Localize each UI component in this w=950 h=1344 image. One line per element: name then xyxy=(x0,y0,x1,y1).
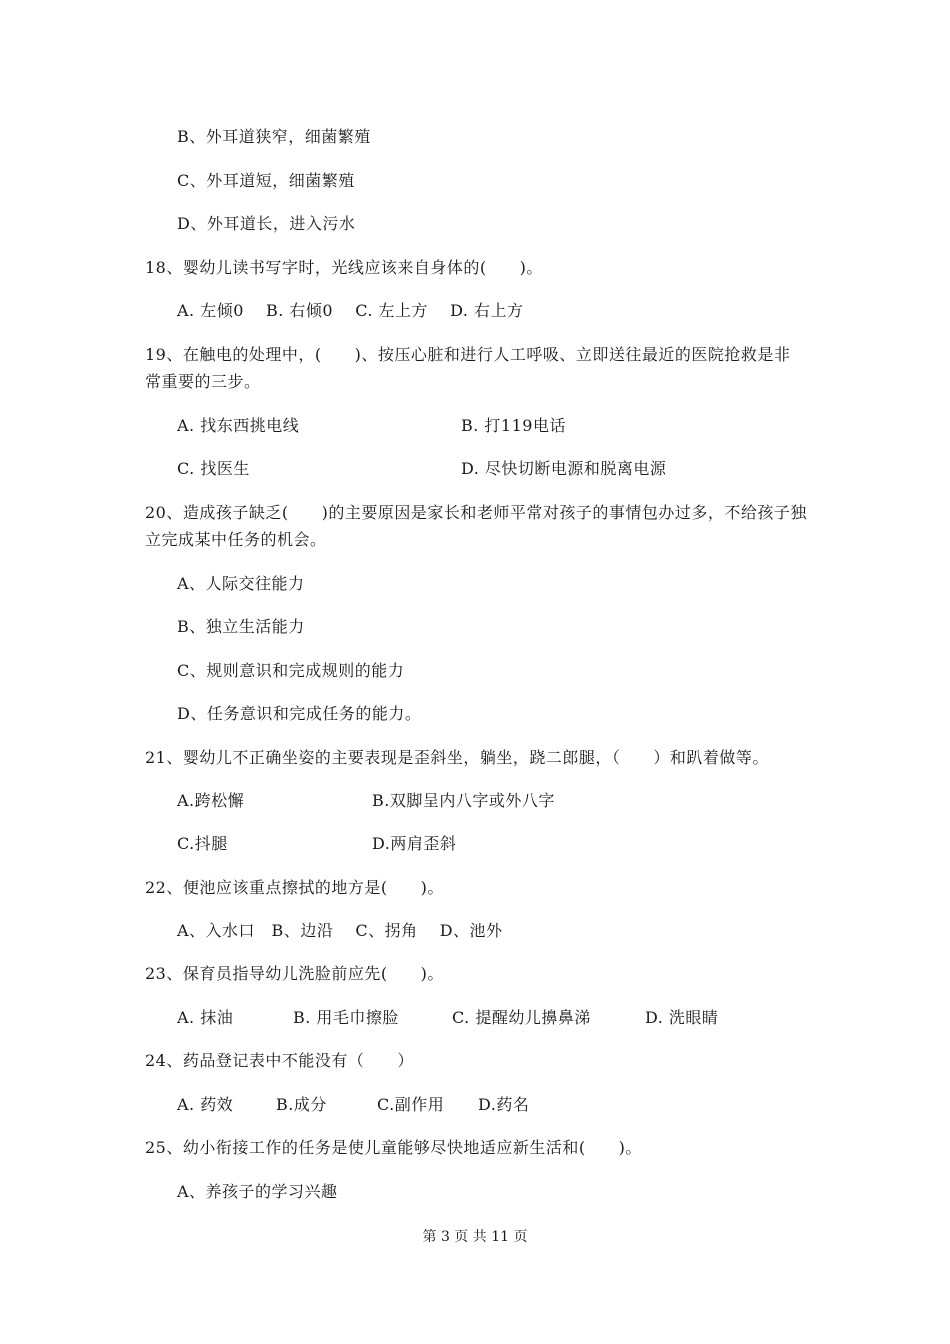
q23-option-d: D. 洗眼睛 xyxy=(645,1008,719,1027)
q20-option-c: C、规则意识和完成规则的能力 xyxy=(177,661,405,680)
q25-text: 25、幼小衔接工作的任务是使儿童能够尽快地适应新生活和( )。 xyxy=(145,1138,642,1157)
q20-option-b: B、独立生活能力 xyxy=(177,617,305,636)
q24-option-d: D.药名 xyxy=(478,1095,530,1114)
q25-option-a: A、养孩子的学习兴趣 xyxy=(177,1182,338,1201)
q21-option-d: D.两肩歪斜 xyxy=(372,834,457,853)
q22-text: 22、便池应该重点擦拭的地方是( )。 xyxy=(145,878,444,897)
q24-option-c: C.副作用 xyxy=(377,1095,445,1114)
q23-option-a: A. 抹油 xyxy=(177,1008,234,1027)
q19-text-line1: 19、在触电的处理中，( )、按压心脏和进行人工呼吸、立即送往最近的医院抢救是非 xyxy=(145,345,791,364)
q19-option-a: A. 找东西挑电线 xyxy=(177,416,300,435)
q19-option-d: D. 尽快切断电源和脱离电源 xyxy=(461,459,667,478)
q19-option-c: C. 找医生 xyxy=(177,459,250,478)
q22-options: A、入水口 B、边沿 C、拐角 D、池外 xyxy=(177,921,503,940)
q20-option-d: D、任务意识和完成任务的能力。 xyxy=(177,704,422,723)
page-number-footer: 第 3 页 共 11 页 xyxy=(422,1229,528,1245)
q20-option-a: A、人际交往能力 xyxy=(177,574,305,593)
q20-text-line1: 20、造成孩子缺乏( )的主要原因是家长和老师平常对孩子的事情包办过多，不给孩子独 xyxy=(145,503,807,522)
q17-option-c: C、外耳道短，细菌繁殖 xyxy=(177,171,355,190)
q23-option-b: B. 用毛巾擦脸 xyxy=(293,1008,399,1027)
q21-text: 21、婴幼儿不正确坐姿的主要表现是歪斜坐，躺坐，跷二郎腿，（ ）和趴着做等。 xyxy=(145,748,769,767)
q21-option-b: B.双脚呈内八字或外八字 xyxy=(372,791,555,810)
q21-option-c: C.抖腿 xyxy=(177,834,228,853)
q19-text-line2: 常重要的三步。 xyxy=(145,372,261,391)
q18-options: A. 左倾0 B. 右倾0 C. 左上方 D. 右上方 xyxy=(177,301,524,320)
q20-text-line2: 立完成某中任务的机会。 xyxy=(145,530,327,549)
q18-text: 18、婴幼儿读书写字时，光线应该来自身体的( )。 xyxy=(145,258,543,277)
q24-text: 24、药品登记表中不能没有（ ） xyxy=(145,1051,414,1070)
q24-option-b: B.成分 xyxy=(276,1095,327,1114)
q17-option-b: B、外耳道狭窄，细菌繁殖 xyxy=(177,127,371,146)
q21-option-a: A.跨松懈 xyxy=(177,791,245,810)
q24-option-a: A. 药效 xyxy=(177,1095,234,1114)
q17-option-d: D、外耳道长，进入污水 xyxy=(177,214,356,233)
q23-text: 23、保育员指导幼儿洗脸前应先( )。 xyxy=(145,964,444,983)
q19-option-b: B. 打119电话 xyxy=(461,416,566,435)
q23-option-c: C. 提醒幼儿擤鼻涕 xyxy=(452,1008,591,1027)
